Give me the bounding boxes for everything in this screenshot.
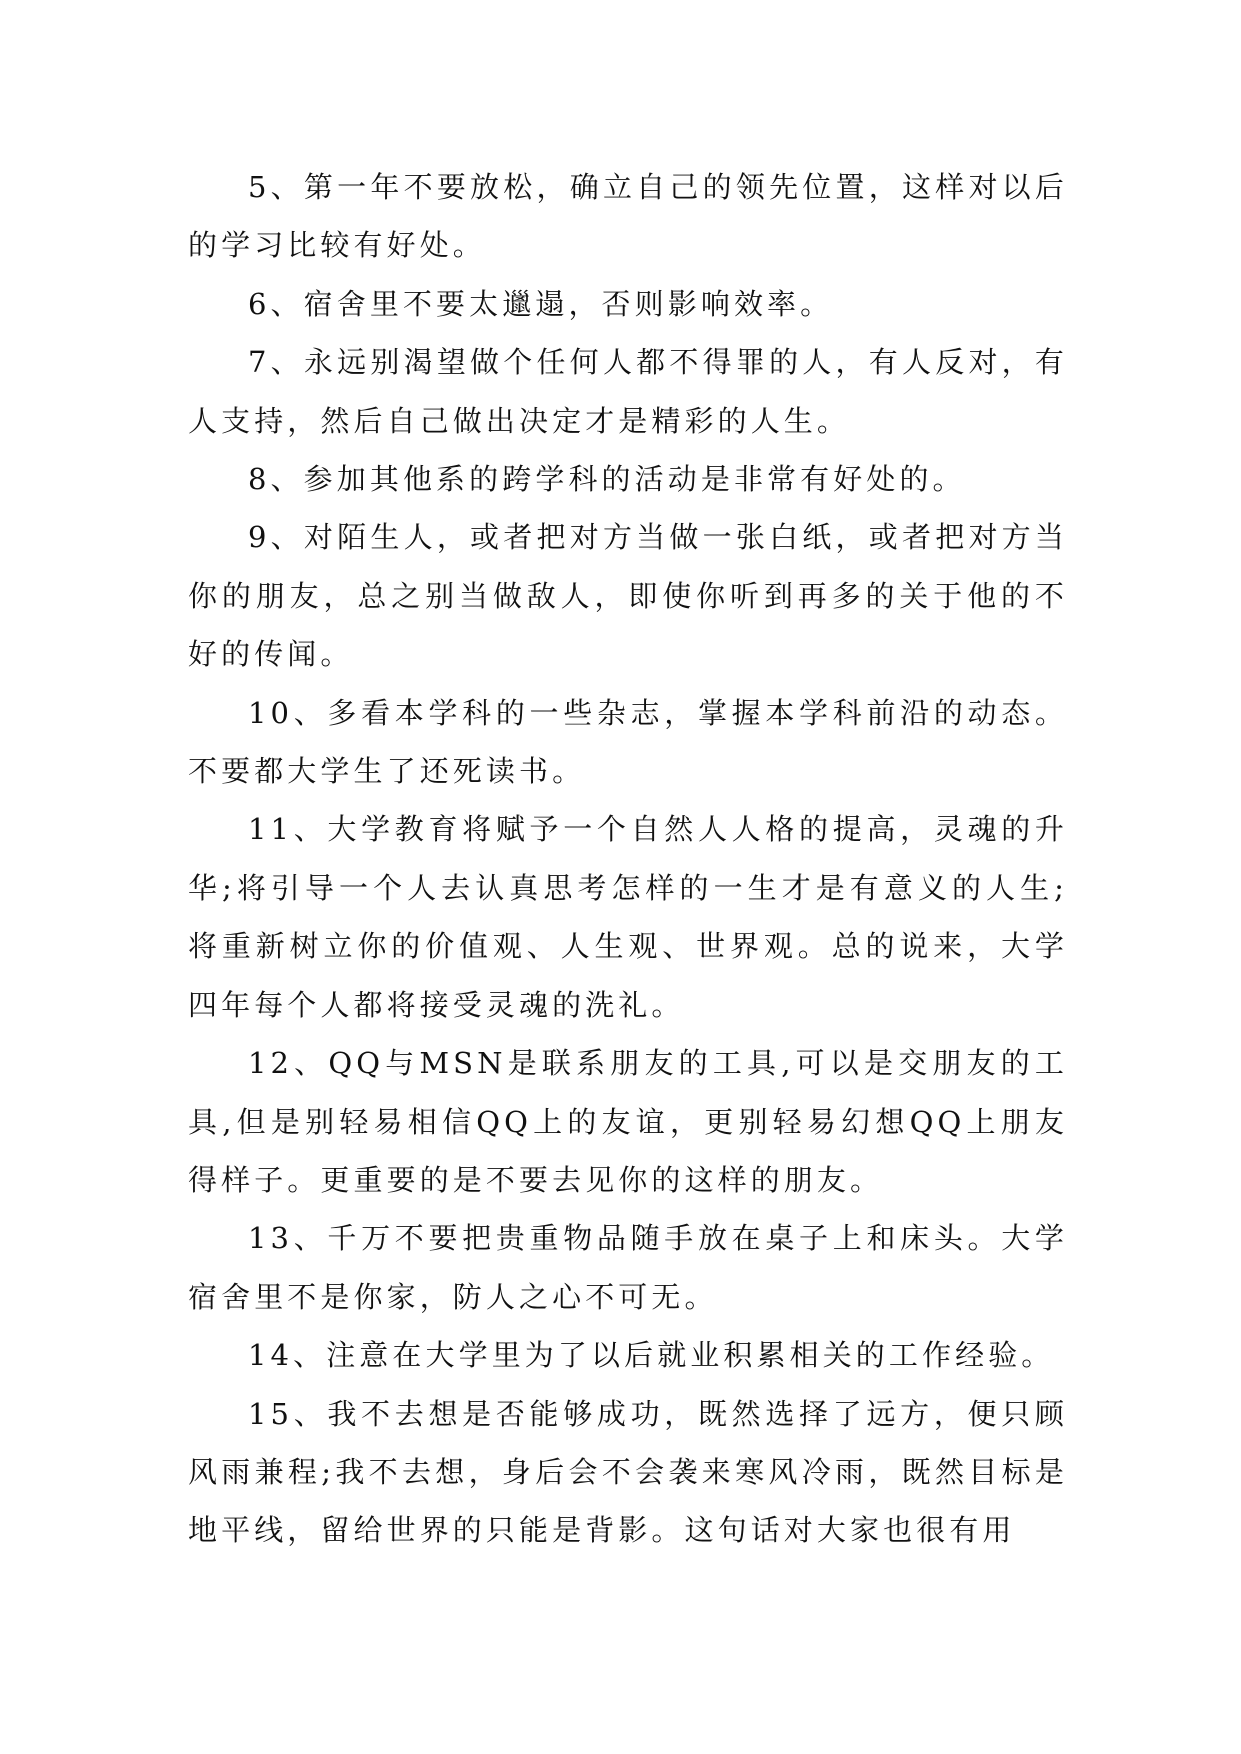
paragraph-9: 9、对陌生人，或者把对方当做一张白纸，或者把对方当你的朋友，总之别当做敌人，即使你听到再多的关于他的不好的传闻。 bbox=[188, 520, 1068, 672]
paragraph-6: 6、宿舍里不要太邋遢，否则影响效率。 bbox=[248, 286, 834, 321]
paragraph-7: 7、永远别渴望做个任何人都不得罪的人，有人反对，有人支持，然后自己做出决定才是精彩的人生。 bbox=[188, 345, 1068, 438]
paragraph-11: 11、大学教育将赋予一个自然人人格的提高，灵魂的升华;将引导一个人去认真思考怎样的一生才是有意义的人生;将重新树立你的价值观、人生观、世界观。总的说来，大学四年每个人都将接受灵魂的洗礼。 bbox=[188, 812, 1068, 1022]
paragraph-12: 12、QQ与MSN是联系朋友的工具,可以是交朋友的工具,但是别轻易相信QQ上的友谊，更别轻易幻想QQ上朋友得样子。更重要的是不要去见你的这样的朋友。 bbox=[188, 1046, 1068, 1197]
paragraph-5: 5、第一年不要放松，确立自己的领先位置，这样对以后的学习比较有好处。 bbox=[188, 170, 1068, 263]
paragraph-10: 10、多看本学科的一些杂志，掌握本学科前沿的动态。不要都大学生了还死读书。 bbox=[188, 695, 1068, 789]
paragraph-13: 13、千万不要把贵重物品随手放在桌子上和床头。大学宿舍里不是你家，防人之心不可无。 bbox=[188, 1221, 1068, 1314]
document-body bbox=[188, 158, 1068, 1560]
paragraph-15: 15、我不去想是否能够成功，既然选择了远方，便只顾风雨兼程;我不去想，身后会不会袭来寒风冷雨，既然目标是地平线，留给世界的只能是背影。这句话对大家也很有用 bbox=[188, 1396, 1068, 1548]
paragraph-8: 8、参加其他系的跨学科的活动是非常有好处的。 bbox=[248, 462, 966, 497]
paragraph-14: 14、注意在大学里为了以后就业积累相关的工作经验。 bbox=[248, 1338, 1055, 1373]
